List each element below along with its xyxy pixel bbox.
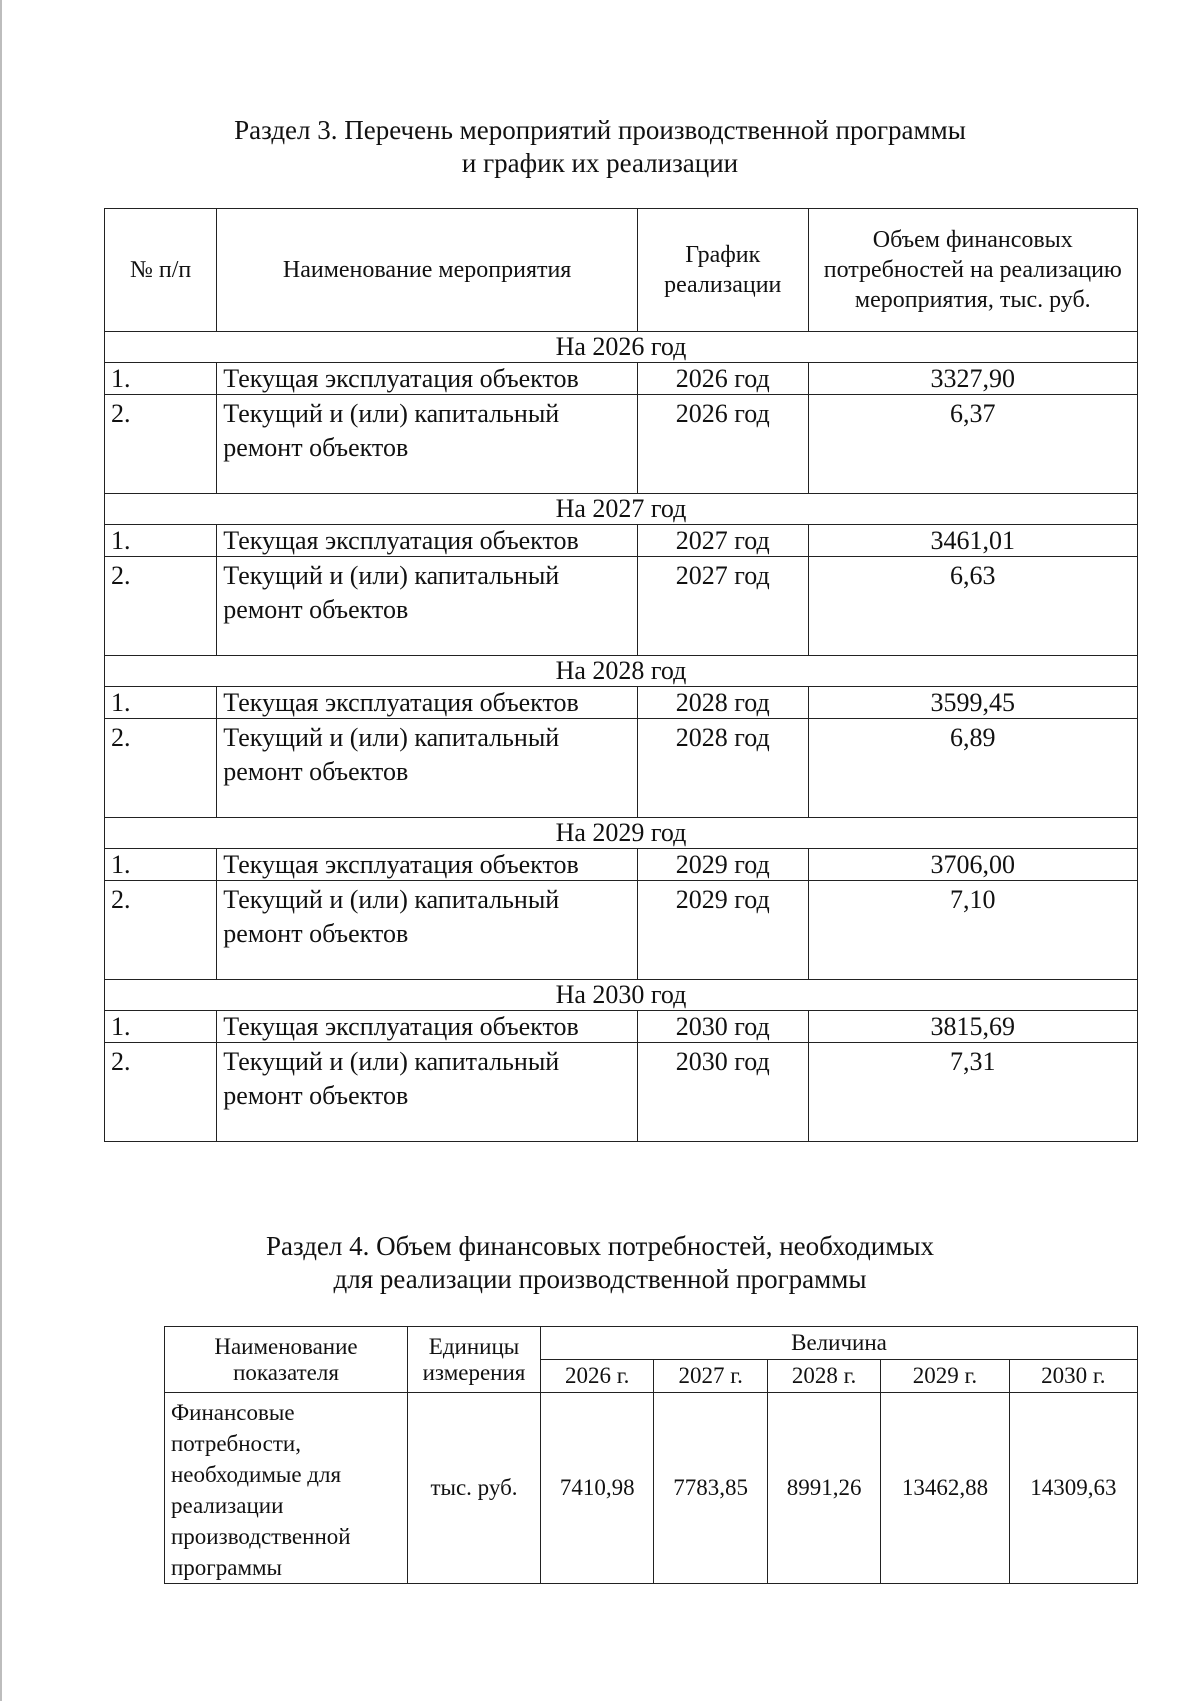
row-name: Текущий и (или) капитальный ремонт объектов — [217, 719, 638, 818]
table-row — [105, 849, 1138, 881]
row-num: 2. — [105, 1043, 217, 1142]
header-value: Величина — [541, 1327, 1138, 1360]
row-amount: 6,89 — [808, 719, 1137, 818]
row-num: 2. — [105, 881, 217, 980]
row-num: 1. — [105, 849, 217, 881]
header-year-2028: 2028 г. — [767, 1360, 880, 1393]
row-schedule: 2030 год — [637, 1043, 808, 1142]
table-row — [105, 881, 1138, 980]
year-group-title: На 2027 год — [105, 494, 1138, 525]
table-row — [105, 363, 1138, 395]
indicator-unit: тыс. руб. — [408, 1393, 541, 1584]
header-year-2026: 2026 г. — [541, 1360, 654, 1393]
year-group-title: На 2029 год — [105, 818, 1138, 849]
year-group-title: На 2030 год — [105, 980, 1138, 1011]
row-schedule: 2027 год — [637, 525, 808, 557]
table-row — [105, 525, 1138, 557]
header-name: Наименование мероприятия — [217, 209, 638, 332]
section3-header-row — [105, 209, 1138, 332]
row-num: 1. — [105, 363, 217, 395]
year-group-row — [105, 332, 1138, 363]
row-amount: 3599,45 — [808, 687, 1137, 719]
row-num: 2. — [105, 395, 217, 494]
header-indicator: Наименование показателя — [165, 1327, 408, 1393]
indicator-name: Финансовые потребности, необходимые для реализации производственной программы — [165, 1393, 408, 1584]
page-edge-line — [0, 0, 2, 1701]
row-amount: 6,37 — [808, 395, 1137, 494]
value-2026: 7410,98 — [541, 1393, 654, 1584]
row-schedule: 2026 год — [637, 363, 808, 395]
row-name: Текущий и (или) капитальный ремонт объектов — [217, 395, 638, 494]
header-year-2027: 2027 г. — [654, 1360, 767, 1393]
section3-title-line1: Раздел 3. Перечень мероприятий производственной программы — [234, 115, 966, 145]
table-row — [105, 687, 1138, 719]
row-num: 1. — [105, 687, 217, 719]
section4-title-line2: для реализации производственной программы — [333, 1264, 867, 1294]
value-2030: 14309,63 — [1009, 1393, 1137, 1584]
row-schedule: 2029 год — [637, 849, 808, 881]
header-unit: Единицы измерения — [408, 1327, 541, 1393]
section4-header-row-1 — [165, 1327, 1138, 1360]
row-num: 2. — [105, 719, 217, 818]
table-row — [105, 1011, 1138, 1043]
row-amount: 3327,90 — [808, 363, 1137, 395]
year-group-row — [105, 656, 1138, 687]
section3-title-line2: и график их реализации — [461, 148, 739, 178]
row-num: 1. — [105, 1011, 217, 1043]
header-year-2030: 2030 г. — [1009, 1360, 1137, 1393]
section4-title — [0, 1230, 1200, 1296]
year-group-row — [105, 494, 1138, 525]
row-name: Текущая эксплуатация объектов — [217, 1011, 638, 1043]
row-schedule: 2026 год — [637, 395, 808, 494]
value-2028: 8991,26 — [767, 1393, 880, 1584]
row-schedule: 2028 год — [637, 687, 808, 719]
table-row — [105, 557, 1138, 656]
row-name: Текущий и (или) капитальный ремонт объектов — [217, 1043, 638, 1142]
header-year-2029: 2029 г. — [881, 1360, 1009, 1393]
year-group-title: На 2028 год — [105, 656, 1138, 687]
row-name: Текущая эксплуатация объектов — [217, 525, 638, 557]
row-schedule: 2028 год — [637, 719, 808, 818]
row-amount: 7,10 — [808, 881, 1137, 980]
year-group-row — [105, 980, 1138, 1011]
value-2029: 13462,88 — [881, 1393, 1009, 1584]
year-group-title: На 2026 год — [105, 332, 1138, 363]
table-row — [105, 395, 1138, 494]
row-num: 1. — [105, 525, 217, 557]
row-name: Текущая эксплуатация объектов — [217, 849, 638, 881]
section3-table-body — [105, 332, 1138, 1142]
year-group-row — [105, 818, 1138, 849]
row-amount: 6,63 — [808, 557, 1137, 656]
row-amount: 3461,01 — [808, 525, 1137, 557]
table-row — [105, 1043, 1138, 1142]
section4-data-row — [165, 1393, 1138, 1584]
row-amount: 3815,69 — [808, 1011, 1137, 1043]
row-amount: 3706,00 — [808, 849, 1137, 881]
row-name: Текущая эксплуатация объектов — [217, 687, 638, 719]
row-schedule: 2030 год — [637, 1011, 808, 1043]
section3-title — [0, 114, 1200, 180]
section4-table — [164, 1326, 1138, 1584]
header-amount: Объем финансовых потребностей на реализацию мероприятия, тыс. руб. — [808, 209, 1137, 332]
section3-table — [104, 208, 1138, 1142]
table-row — [105, 719, 1138, 818]
row-amount: 7,31 — [808, 1043, 1137, 1142]
header-num: № п/п — [105, 209, 217, 332]
header-schedule: График реализации — [637, 209, 808, 332]
row-schedule: 2027 год — [637, 557, 808, 656]
section4-title-line1: Раздел 4. Объем финансовых потребностей, необходимых — [266, 1231, 934, 1261]
value-2027: 7783,85 — [654, 1393, 767, 1584]
row-name: Текущий и (или) капитальный ремонт объектов — [217, 881, 638, 980]
row-schedule: 2029 год — [637, 881, 808, 980]
row-name: Текущий и (или) капитальный ремонт объектов — [217, 557, 638, 656]
row-name: Текущая эксплуатация объектов — [217, 363, 638, 395]
row-num: 2. — [105, 557, 217, 656]
